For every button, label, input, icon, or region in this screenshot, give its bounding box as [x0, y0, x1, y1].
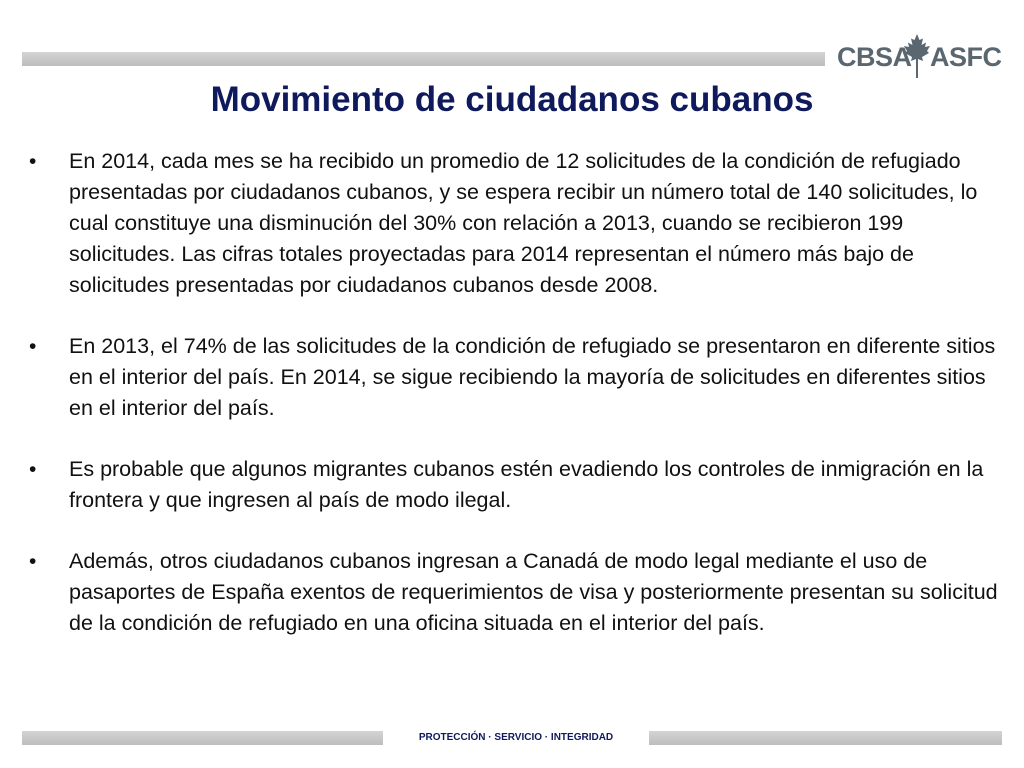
bullet-text: En 2014, cada mes se ha recibido un promedio de 12 solicitudes de la condición de refugiado presentadas por ciudadanos cubanos, y se espera recibir un número total de 140 solicitudes, lo cual constituye una disminución del 30% con relación a 2013, cuando se recibieron 199 solicitudes. Las cifras totales proyectadas para 2014 representan el número más bajo de solicitudes presentadas por ciudadanos cubanos desde 2008.: [69, 149, 978, 297]
bullet-icon: •: [29, 150, 37, 173]
bullet-text: Además, otros ciudadanos cubanos ingresan a Canadá de modo legal mediante el uso de pasaportes de España exentos de requerimientos de visa y posteriormente presentan su solicitud de la condición de refugiado en una oficina situada en el interior del país.: [69, 549, 998, 635]
bullet-text: Es probable que algunos migrantes cubanos estén evadiendo los controles de inmigración en la frontera y que ingresen al país de modo ilegal.: [69, 457, 984, 512]
bullet-icon: •: [29, 550, 37, 573]
bullet-item: [24, 331, 999, 424]
page-title: Movimiento de ciudadanos cubanos: [210, 80, 814, 119]
bullet-item: [24, 454, 999, 516]
bullet-item: [24, 546, 999, 639]
cbsa-asfc-logo: [825, 30, 1003, 84]
bullet-item: [24, 146, 999, 301]
bullet-icon: •: [29, 458, 37, 481]
bullet-icon: •: [29, 335, 37, 358]
bullet-list: [24, 146, 999, 669]
logo-text-cbsa: CBSA: [837, 42, 912, 72]
bullet-text: En 2013, el 74% de las solicitudes de la condición de refugiado se presentaron en diferente sitios en el interior del país. En 2014, se sigue recibiendo la mayoría de solicitudes en diferentes sitios en el interior del país.: [69, 334, 996, 420]
maple-leaf-icon: [903, 32, 931, 80]
footer-motto: PROTECCIÓN · SERVICIO · INTEGRIDAD: [383, 729, 649, 747]
logo-text-asfc: ASFC: [930, 42, 1002, 72]
